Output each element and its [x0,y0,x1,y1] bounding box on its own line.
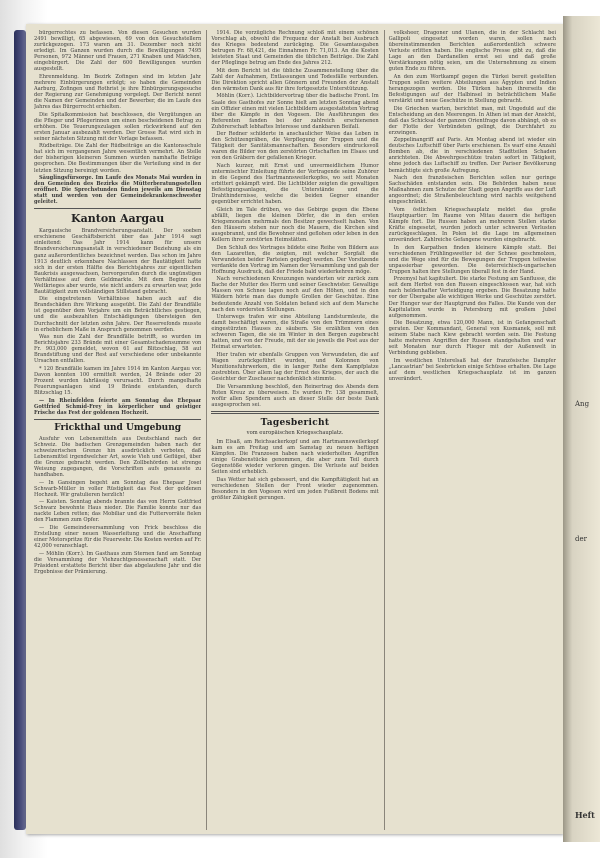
article-paragraph: Przemysl hat kapituliert. Die starke Festung am Sanflusse, die seit dem Herbst von den Russen eingeschlossen war, hat sich nach heldenhafter Verteidigung ergeben. Die Besatzung hatte vor der Übergabe alle wichtigen Werke und Geschütze zerstört. Der Hunger war der Hauptgrund des Falles. Die Kunde von der Kapitulation wurde in Petersburg mit großem Jubel aufgenommen. [388,276,556,319]
article-paragraph: Die Griechen warten, berichtet man, mit Ungeduld auf die Entscheidung an den Meerengen. In Athen ist man der Ansicht, daß das Schicksal der ganzen Orientfrage davon abhängt, ob es der Flotte der Verbündeten gelingt, die Durchfahrt zu erzwingen. [388,105,556,136]
article-paragraph: Zeppelinangriff auf Paris. Am Montag abend ist wieder ein deutsches Luftschiff über Paris erschienen. Es warf eine Anzahl Bomben ab, die in verschiedenen Stadtteilen Schaden anrichteten. Die Abwehrgeschütze traten sofort in Tätigkeit, ohne jedoch das Luftschiff zu treffen. Der Pariser Bevölkerung bemächtigte sich große Aufregung. [388,137,556,174]
newspaper-page [26,24,563,834]
article-paragraph: Nach verschiedenen Kreuzungen wanderten wir zurück zum Bache der Mutter des Herrn und seiner Geschwister. Gewaltige Massen von Schnee lagen noch auf den Höhen, und in den Wäldern hörte man das dumpfe Grollen der Geschütze. Eine bedeutende Anzahl von Soldaten befand sich auf dem Marsche nach den vordersten Stellungen. [211,276,379,313]
article-paragraph: * 120 Brandfälle kamen im Jahre 1914 im Kanton Aargau vor. Davon konnten 100 ermittelt werden, 24 Brände oder 20 Prozent wurden fahrlässig verursacht. Durch mangelhafte Feuerungsanlagen sind 19 Brände entstanden, durch Blitzschlag 15. [34,365,202,397]
article-paragraph: Der Redner schilderte in anschaulicher Weise das Leben in den Schützengräben, die Verpflegung der Truppen und die Tätigkeit der Sanitätsmannschaften. Besonders eindrucksvoll waren die Bilder von den zerstörten Ortschaften im Elsass und von den Gräbern der gefallenen Krieger. [211,131,379,162]
article-paragraph: Das Wetter hat sich gebessert, und die Kampftätigkeit hat an verschiedenen Stellen der Front wieder zugenommen. Besonders in den Vogesen wird um jeden Fußbreit Bodens mit größter Zähigkeit gerungen. [211,476,379,501]
article-paragraph: — Möhlin (Korr.). Im Gasthaus zum Sternen fand am Sonntag die Versammlung der Viehzuchtgenossenschaft statt. Der Präsident erstattete Bericht über das abgelaufene Jahr und die Ergebnisse der Prämierung. [34,550,202,575]
article-paragraph: volksheer, Dragoner und Ulanen, die in der Schlacht bei Gallipoli eingesetzt worden waren, sollen nach übereinstimmenden Berichten außerordentlich schwere Verluste erlitten haben. Die englische Presse gibt zu, daß die Lage an den Dardanellen ernst sei und daß große Verstärkungen nötig seien, um die Unternehmung zu einem guten Ende zu führen. [388,30,556,73]
column-3 [384,30,556,830]
article-paragraph: Im westlichen Unterelsaß hat der französische Dampfer „Lancastrian" bei Seebrücken einige Schüsse erhalten. Die Lage auf dem westlichen Kriegsschauplatz ist im ganzen unverändert. [388,357,556,383]
article-paragraph: Nach den französischen Berichten sollen nur geringe Sachschäden entstanden sein. Die Behörden haben neue Maßnahmen zum Schutze der Stadt gegen Angriffe aus der Luft angeordnet; die Straßenbeleuchtung wird nachts weitgehend eingeschränkt. [388,175,556,206]
article-paragraph: Die Spitalkommission hat beschlossen, die Vergütungen an die Pfleger und Pflegerinnen um einen bescheidenen Betrag zu erhöhen. Die Teuerungszulagen sollen rückwirkend auf den ersten Januar ausbezahlt werden. Der Grosse Rat wird sich in seiner nächsten Sitzung mit der Vorlage befassen. [34,111,202,142]
article-paragraph: Hier trafen wir ebenfalls Gruppen von Verwundeten, die auf Wagen zurückgeführt wurden, und Kolonnen von Munitionsfuhrwerken, die in langer Reihe dem Kampfplatze zustrebten. Über allem lag der Ernst des Krieges, der auch die Gesichter der Zuschauer nachdenklich stimmte. [211,351,379,383]
section-heading-frickthal: Frickthal und Umgebung [54,422,182,433]
article-paragraph: — In Gansingen begeht am Sonntag das Ehepaar Josef Schwarb-Müller in voller Rüstigkeit das Fest der goldenen Hochzeit. Wir gratulieren herzlich! [34,479,202,498]
section-divider [34,419,201,420]
article-paragraph: bürgerrechtes zu befassen. Von diesen Gesuchen wurden 2491 bewilligt, 65 abgewiesen, 69 von den Gesuchstellern zurückgezogen. 173 waren am 31. Dezember noch nicht erledigt. Im Ganzen wurden durch die Bewilligungen 7495 Personen, 972 Männer und Frauen, 271 Knaben und Mädchen, eingebürgert. Die Zahl der 600 Bewilligungen wurden ausgestellt. [34,30,202,73]
article-paragraph: Den Schluß des Vortrages bildete eine Reihe von Bildern aus den Lazaretten, die zeigten, mit welcher Sorgfalt die Verwundeten beider Parteien gepflegt werden. Der Vorsitzende verdankte den Vortrag im Namen der Versammlung und gab der Hoffnung Ausdruck, daß der Friede bald wiederkehren möge. [211,244,379,275]
article-paragraph: — Kaisten. Sonntag abends brannte das von Herrn Gottfried Schwarz bewohnte Haus nieder. Die Familie konnte nur das nackte Leben retten; das Mobiliar und die Futtervorräte fielen den Flammen zum Opfer. [34,499,202,524]
article-paragraph: Die eingetretenen Verhältnisse haben auch auf die Brandschäden ihre Wirkung ausgeübt. Die Zahl der Brandfälle ist gegenüber dem Vorjahre um ein Beträchtliches gestiegen, und die ausbezahlten Entschädigungen übersteigen den Durchschnitt der letzten zehn Jahre. Der Reservefonds musste in erheblichem Maße in Anspruch genommen werden. [34,296,202,333]
article-paragraph: Die Besatzung, etwa 120,000 Mann, ist in Gefangenschaft geraten. Der Kommandant, General von Kusmanek, soll mit seinem Stabe nach Kiew gebracht worden sein. Die Festung hatte mehreren Angriffen der Russen standgehalten und war seit Monaten nur durch Flieger mit der Außenwelt in Verbindung geblieben. [388,320,556,357]
article-paragraph: Mit dem Bericht ist die übliche Zusammenstellung über die Zahl der Aufnahmen, Entlassungen und Todesfälle verbunden. Die Direktion spricht allen Gönnern und Freunden der Anstalt den wärmsten Dank aus für ihre fortgesetzte Unterstützung. [211,67,379,92]
next-page-fragment: Ang [575,400,590,408]
article-paragraph: Möhlin (Korr.). Lichtbildervortrag über die badische Front. Im Saale des Gasthofes zur Sonne hielt am letzten Sonntag abend ein Offizier einen mit vielen Lichtbildern ausgestatteten Vortrag über die Kämpfe in den Vogesen. Die Ausführungen des Referenten fanden bei der zahlreich erschienenen Zuhörerschaft lebhaftes Interesse und dankbaren Beifall. [211,93,379,130]
column-2 [206,30,378,830]
section-heading-tagesbericht: Tagesbericht [260,418,330,429]
column-1 [34,30,201,830]
article-paragraph: Im Elsaß, am Reichsackerkopf und am Hartmannsweilerkopf kam es am Freitag und am Samstag zu neuen heftigen Kämpfen. Die Franzosen haben nach wiederholten Angriffen einige Grabenstücke genommen, die aber zum Teil durch Gegenstöße wieder verloren gingen. Die Verluste auf beiden Seiten sind erheblich. [211,438,379,476]
article-paragraph: Unterwegs trafen wir eine Abteilung Landsturmleute, die damit beschäftigt waren, die Straße von den Trümmern eines eingestürzten Hauses zu säubern. Sie erzählten von den schweren Tagen, die sie im Winter in den Bergen zugebracht hatten, und von der Freude, mit der sie jeweils die Post aus der Heimat erwarteten. [211,314,379,351]
article-paragraph: An den zum Wortkampf gegen die Türkei bereit gestellten Truppen sollen weitere Abteilungen aus Ägypten und Indien herangezogen werden. Die Türken haben ihrerseits die Befestigungen auf der Halbinsel in beträchtlichem Maße verstärkt und neue Geschütze in Stellung gebracht. [388,73,556,105]
article-paragraph: Gleich im Tale drüben, wo das Gebirge gegen die Ebene abfällt, liegen die kleinen Dörfer, die in den ersten Kriegsmonaten mehrmals den Besitzer gewechselt haben. Von den Häusern stehen nur noch die Mauern, die Kirchen sind ausgebrannt, und die Bewohner sind geflohen oder leben in den Kellern ihrer zerstörten Heimstätten. [211,206,379,244]
article-paragraph: Ausfuhr von Lebensmitteln aus Deutschland nach der Schweiz. Die badischen Grenzgemeinden haben nach der schweizerischen Grenze hin ausdrücklich verboten, daß Lebensmittel irgendwelcher Art, sowie Vieh und Geflügel, über die Grenze gebracht werden. Den Zollbehörden ist strenge Weisung zugegangen, die Vorschriften aufs genaueste zu handhaben. [34,435,202,478]
column-container [34,30,556,830]
article-paragraph: — Die Gemeindeversammlung von Frick beschloss die Erstellung einer neuen Wasserleitung und die Anschaffung einer Motorspritze für die Feuerwehr. Die Kosten werden auf Fr. 42,000 veranschlagt. [34,524,202,550]
next-page-fragment: der [575,535,587,543]
next-page-fragment: Heft [575,810,595,820]
article-paragraph: Kargauische Brandversicherungsanstalt. Der soeben erschienene Geschäftsbericht über das Jahr 1914 sagt einleitend: Das Jahr 1914 kann für unsere Brandversicherungsanstalt in verschiedener Beziehung als ein ganz außerordentliches bezeichnet werden. Das schon im Jahre 1913 deutlich erkennbare Nachlassen der Bautätigkeit hatte sich in der ersten Hälfte des Berichtsjahres zur eigentlichen Baukrisis ausgewachsen, hervorgerufen durch die ungünstigen Verhältnisse auf dem Geldmarkte. Mit dem Beginn des Weltkrieges aber wurde, wie nicht anders zu erwarten war, jede Bautätigkeit zum vollständigen Stillstand gebracht. [34,228,202,295]
article-paragraph: In den Karpathen finden kleinere Kämpfe statt. Bei verschiedenen Frühlingswetter ist der Schnee geschmolzen, und die Wege sind für die Bewegungen der Truppen teilweise unpassierbar geworden. Die österreichisch-ungarischen Truppen halten ihre Stellungen überall fest in der Hand. [388,244,556,275]
book-binding [14,30,26,830]
article-paragraph: Rüdbeiträge. Die Zahl der Rüdbeiträge an die Kantonsschule hat sich im vergangenen Jahre wesentlich vermehrt. An Stelle der bisherigen kleineren Summen wurden namhafte Beträge gesprochen. Die Bestimmungen über die Verteilung sind in der letzten Sitzung bereinigt worden. [34,143,202,174]
section-heading-kanton: Kanton Aargau [71,212,165,226]
section-divider [211,411,378,415]
article-paragraph: — In Rheinfelden feierte am Sonntag das Ehepaar Gottfried Schmid-Frey in körperlicher und geistiger Frische das Fest der goldenen Hochzeit. [34,397,202,416]
article-paragraph: Säuglingsfürsorge. Im Laufe des Monats Mai wurden in den Gemeinden des Bezirks die Mütterberatungsstellen eröffnet. Die Sprechstunden finden jeweils am Dienstag statt und werden von der Gemeindekrankenschwester geleitet. [34,175,202,206]
article-paragraph: Vom östlichen Kriegsschauplatz meldet das große Hauptquartier: Im Raume von Mitau dauern die heftigen Kämpfe fort. Die Russen haben an mehreren Stellen starke Kräfte eingesetzt, wurden jedoch unter schweren Verlusten zurückgeschlagen. In Polen ist die Lage im allgemeinen unverändert. Zahlreiche Gefangene wurden eingebracht. [388,206,556,244]
article-paragraph: Was nun die Zahl der Brandfälle betrifft, so wurden im Berichtsjahre 233 Brände mit einer Gesamtschadensumme von Fr. 903,000 gemeldet, wovon 61 auf Blitzschlag, 58 auf Brandstiftung und der Rest auf verschiedene oder unbekannte Ursachen entfallen. [34,334,202,365]
article-paragraph: Nach kurzer, mit Ernst und unvermeidlichem Humor untermischter Einleitung führte der Vortragende seine Zuhörer in die Gegend des Hartmannsweilerkopfes, wo seit Monaten erbittert gekämpft wird. Die Lichtbilder zeigten die gewaltigen Befestigungsanlagen, die Unterstände und die Drahthindernisse, welche die beiden Gegner einander gegenüber errichtet haben. [211,162,379,206]
section-divider [34,208,201,209]
adjacent-page-edge [563,16,600,842]
section-subheading: vom europäischen Kriegsschauplatz. [246,430,344,437]
article-paragraph: Die Versammlung beschloß, den Reinertrag des Abends dem Roten Kreuz zu überweisen. Es wurden Fr. 138 gesammelt, wofür allen Spendern auch an dieser Stelle der beste Dank ausgesprochen sei. [211,383,379,408]
article-paragraph: 1914. Die vorzügliche Rechnung schloß mit einem schönen Vorschlag ab, obwohl die Frequenz der Anstalt bei Ausbruch des Krieges bedeutend zurückging. Die Gesamtausgaben betrugen Fr. 68,421, die Einnahmen Fr. 71,013. An die Kosten leisteten Staat und Gemeinden die üblichen Beiträge. Die Zahl der Pfleglinge betrug am Ende des Jahres 212. [211,30,379,67]
article-paragraph: Ehrenmeldung. Im Bezirk Zofingen sind im letzten Jahr mehrere Einbürgerungen erfolgt; so haben die Gemeinden Aarburg, Zofingen und Rothrist je ihre Einbürgerungsgesuche der Regierung zur Genehmigung vorgelegt. Der Bericht nennt die Namen der Gemeinden und der Bewerber, die im Laufe des Jahres das Bürgerrecht erhielten. [34,73,202,111]
